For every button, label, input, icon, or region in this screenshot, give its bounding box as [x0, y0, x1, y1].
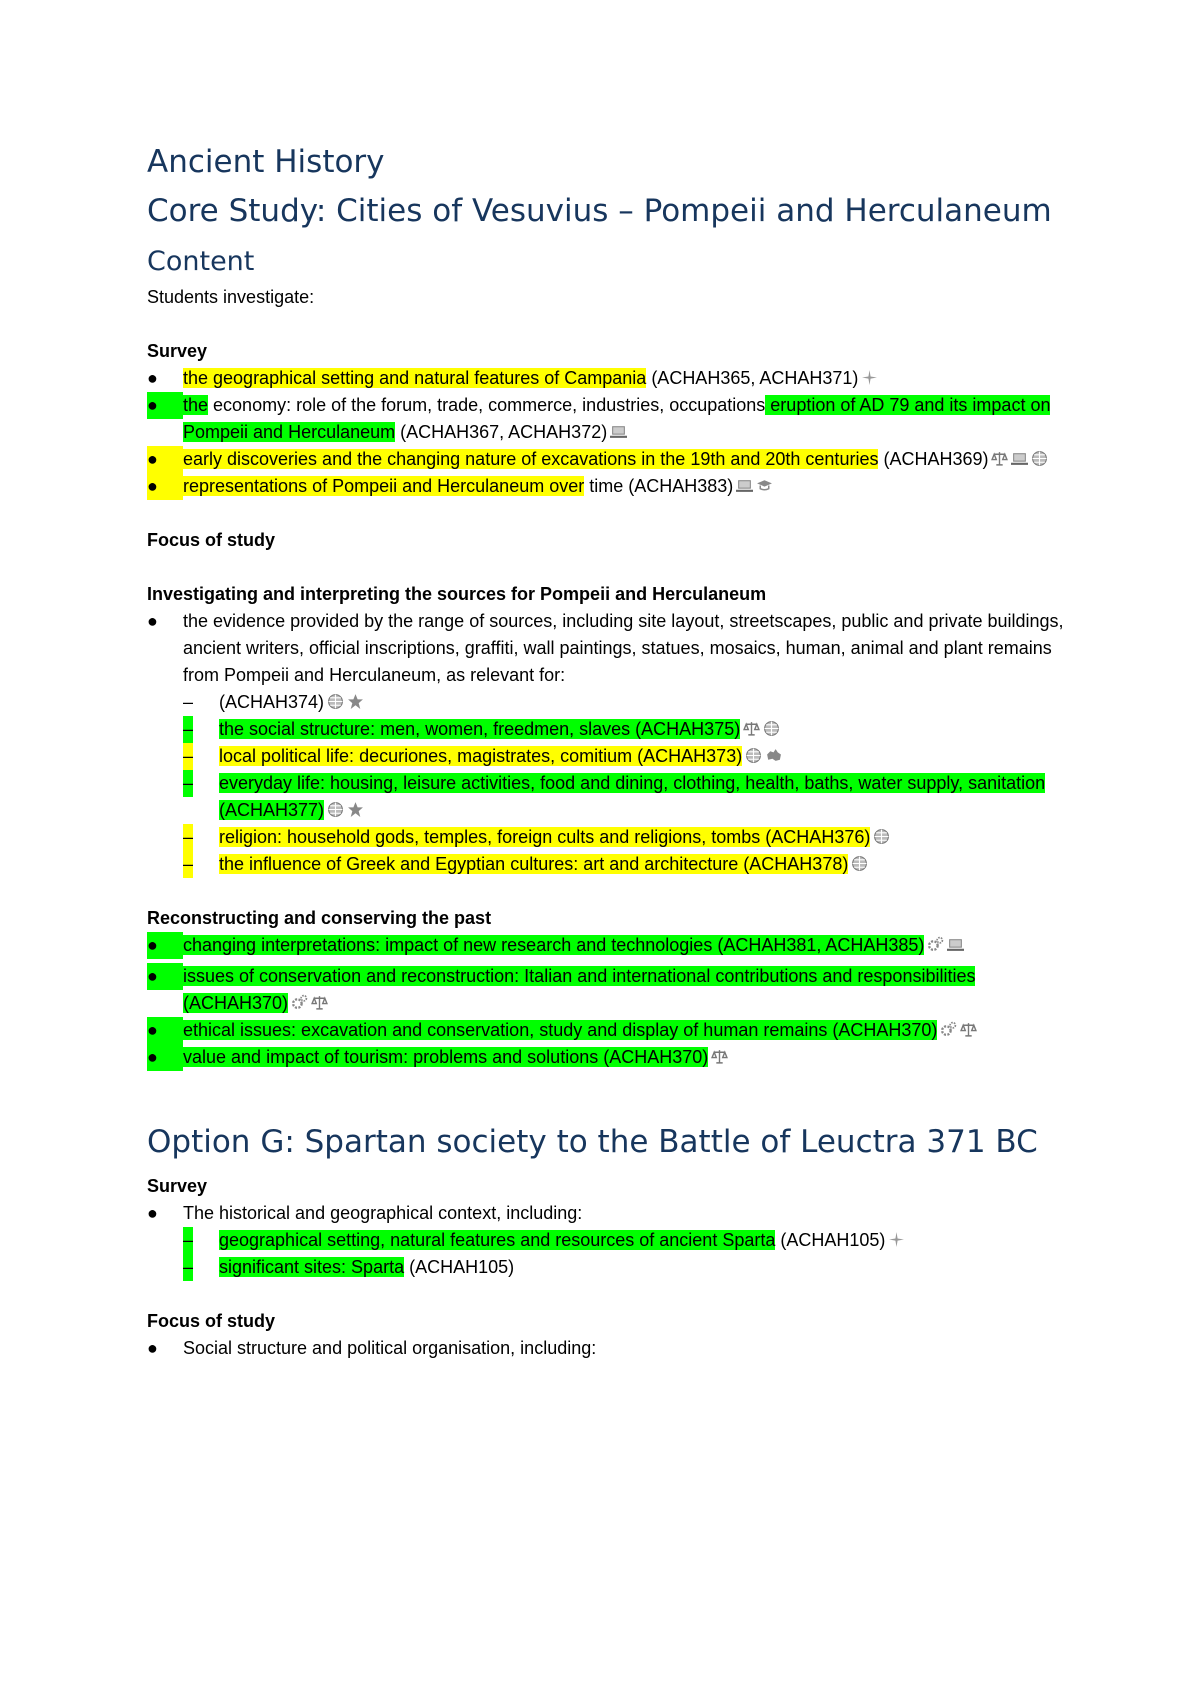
- highlighted-text: issues of conservation and reconstruction: Italian and international contributions and responsibilities (ACHAH370): [183, 966, 976, 1013]
- dash: –: [183, 851, 193, 878]
- option-survey-heading: Survey: [147, 1176, 208, 1196]
- highlighted-text: the geographical setting and natural features of Campania: [183, 368, 647, 388]
- globe-icon: [327, 693, 344, 710]
- highlighted-text: representations of Pompeii and Herculaneum over: [183, 476, 585, 496]
- list-item: [147, 1200, 1077, 1227]
- list-item: [147, 963, 1077, 1017]
- highlighted-text: significant sites: Sparta: [219, 1257, 405, 1277]
- bullet: ●: [147, 473, 183, 500]
- highlighted-text: ethical issues: excavation and conservation, study and display of human remains (ACHAH370): [183, 1020, 938, 1040]
- investigating-heading: Investigating and interpreting the sources for Pompeii and Herculaneum: [147, 584, 767, 604]
- list-item-text: (ACHAH367, ACHAH372): [395, 422, 608, 442]
- sub-item-text: (ACHAH374): [219, 692, 325, 712]
- highlighted-text: the social structure: men, women, freedmen, slaves (ACHAH375): [219, 719, 741, 739]
- highlighted-text: value and impact of tourism: problems and solutions (ACHAH370): [183, 1047, 709, 1067]
- core-study-title: Core Study: Cities of Vesuvius – Pompeii and Herculaneum: [147, 193, 1052, 229]
- highlighted-text: the influence of Greek and Egyptian cultures: art and architecture (ACHAH378): [219, 854, 849, 874]
- scales-icon: [991, 450, 1008, 467]
- bullet: ●: [147, 963, 183, 990]
- gear-icon: [927, 936, 944, 953]
- laptop-icon: [736, 477, 753, 494]
- survey-heading: Survey: [147, 341, 208, 361]
- document-page: [147, 0, 1077, 1362]
- dash: –: [183, 1254, 193, 1281]
- scales-icon: [311, 994, 328, 1011]
- list-item: [147, 446, 1077, 473]
- highlighted-text: changing interpretations: impact of new research and technologies (ACHAH381, ACHAH385): [183, 935, 925, 955]
- list-item: [147, 392, 1077, 446]
- graduation-cap-icon: [756, 477, 773, 494]
- australia-map-icon: [765, 747, 782, 764]
- option-g-title: Option G: Spartan society to the Battle of Leuctra 371 BC: [147, 1124, 1038, 1160]
- students-investigate: Students investigate:: [147, 287, 315, 307]
- laptop-icon: [947, 936, 964, 953]
- dash: –: [183, 1227, 193, 1254]
- list-item-text: Social structure and political organisation, including:: [183, 1338, 597, 1358]
- laptop-icon: [1011, 450, 1028, 467]
- bullet: ●: [147, 392, 183, 419]
- star-icon: [347, 801, 364, 818]
- list-item: [147, 608, 1077, 689]
- list-item-text: the evidence provided by the range of sources, including site layout, streetscapes, public and private buildings, ancient writers, official inscriptions, graffiti, wall paintings, statues, mosaics, human, animal and plant remains from Pompeii and Herculaneum, as relevant for:: [183, 611, 1064, 685]
- content-heading: Content: [147, 246, 255, 277]
- highlighted-text: geographical setting, natural features and resources of ancient Sparta: [219, 1230, 776, 1250]
- compass-icon: [888, 1231, 905, 1248]
- highlighted-text: the: [183, 395, 209, 415]
- highlighted-text: early discoveries and the changing nature of excavations in the 19th and 20th centuries: [183, 449, 879, 469]
- gear-icon: [940, 1021, 957, 1038]
- sub-list-item: [147, 1254, 1077, 1281]
- globe-icon: [745, 747, 762, 764]
- list-item-text: (ACHAH369): [878, 449, 989, 469]
- dash: –: [183, 770, 193, 797]
- highlighted-text: religion: household gods, temples, foreign cults and religions, tombs (ACHAH376): [219, 827, 871, 847]
- scales-icon: [743, 720, 760, 737]
- sub-list-item: [147, 770, 1077, 824]
- dash: –: [183, 716, 193, 743]
- sub-list-item: [147, 716, 1077, 743]
- list-item: [147, 1017, 1077, 1044]
- sub-list-item: [147, 851, 1077, 878]
- bullet: ●: [147, 1338, 158, 1358]
- option-focus-heading: Focus of study: [147, 1311, 276, 1331]
- dash: –: [183, 743, 193, 770]
- sub-list-item: [147, 824, 1077, 851]
- bullet: ●: [147, 1203, 158, 1223]
- globe-icon: [1031, 450, 1048, 467]
- globe-icon: [327, 801, 344, 818]
- compass-icon: [861, 369, 878, 386]
- bullet: ●: [147, 368, 158, 388]
- sub-item-text: (ACHAH105): [775, 1230, 886, 1250]
- laptop-icon: [610, 423, 627, 440]
- highlighted-text: eruption of AD 79 and its impact on Pompeii and Herculaneum: [183, 395, 1051, 442]
- list-item-text: economy: role of the forum, trade, commerce, industries, occupations: [208, 395, 766, 415]
- list-item-text: time (ACHAH383): [584, 476, 734, 496]
- list-item: [147, 365, 1077, 392]
- globe-icon: [851, 855, 868, 872]
- list-item: [147, 1044, 1077, 1071]
- globe-icon: [873, 828, 890, 845]
- list-item: [147, 473, 1077, 500]
- scales-icon: [711, 1048, 728, 1065]
- globe-icon: [763, 720, 780, 737]
- document-title: Ancient History: [147, 144, 385, 180]
- gear-icon: [291, 994, 308, 1011]
- dash: –: [183, 692, 194, 712]
- bullet: ●: [147, 932, 183, 959]
- sub-item-text: (ACHAH105): [404, 1257, 515, 1277]
- dash: –: [183, 824, 193, 851]
- bullet: ●: [147, 1044, 183, 1071]
- list-item-text: (ACHAH365, ACHAH371): [646, 368, 859, 388]
- highlighted-text: everyday life: housing, leisure activities, food and dining, clothing, health, baths, water supply, sanitation (ACHAH377): [219, 773, 1046, 820]
- sub-list-item: [147, 689, 1077, 716]
- scales-icon: [960, 1021, 977, 1038]
- star-icon: [347, 693, 364, 710]
- focus-heading: Focus of study: [147, 530, 276, 550]
- bullet: ●: [147, 1017, 183, 1044]
- list-item-text: The historical and geographical context, including:: [183, 1203, 583, 1223]
- reconstructing-heading: Reconstructing and conserving the past: [147, 908, 492, 928]
- sub-list-item: [147, 1227, 1077, 1254]
- list-item: [147, 932, 1077, 959]
- highlighted-text: local political life: decuriones, magistrates, comitium (ACHAH373): [219, 746, 743, 766]
- list-item: [147, 1335, 1077, 1362]
- bullet: ●: [147, 611, 158, 631]
- sub-list-item: [147, 743, 1077, 770]
- bullet: ●: [147, 446, 183, 473]
